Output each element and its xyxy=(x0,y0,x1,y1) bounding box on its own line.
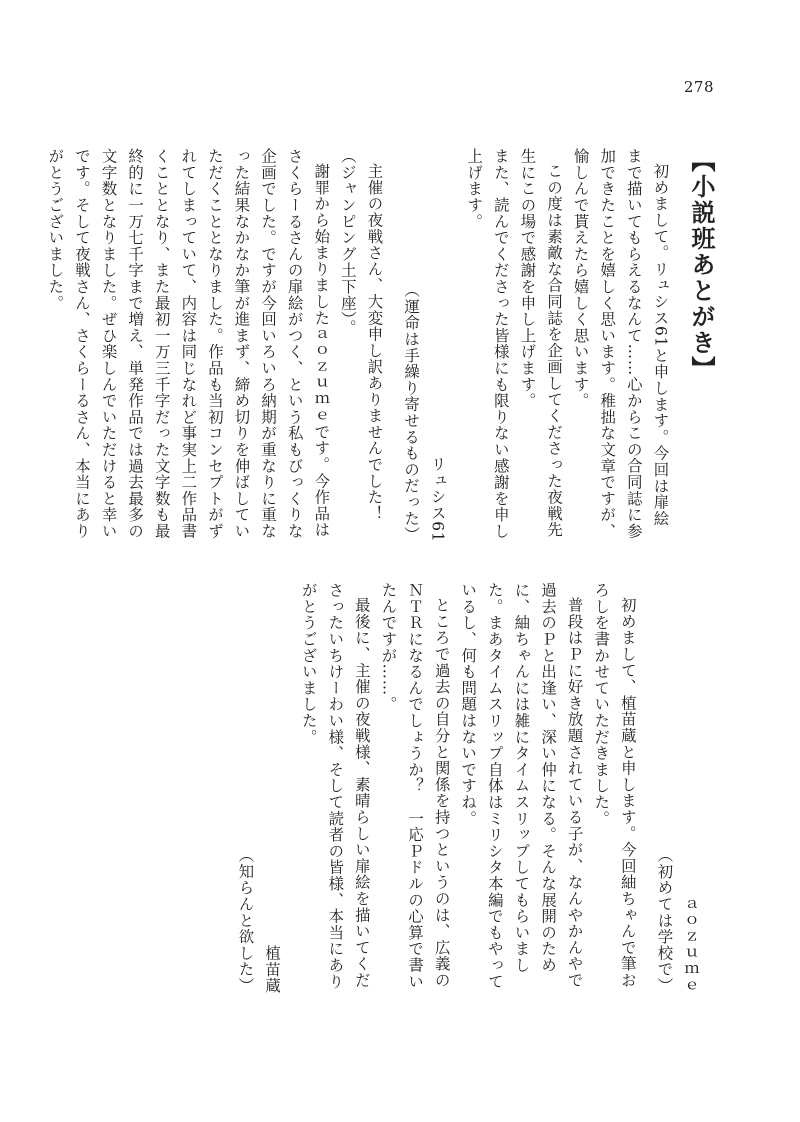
section1-paragraph: この度は素敵な合同誌を企画してくださった夜戦先生にこの場で感謝を申し上げます。 xyxy=(518,148,564,539)
section2-tagline: （初めては学校で） xyxy=(655,847,674,994)
section1-signature: リュシス61 xyxy=(428,456,447,543)
section1-paragraph: 初めまして。リュシス61と申します。今回は扉絵まで描いてもらえるなんて……心からこの合同誌に参加できたことを嬉しく思います。稚拙な文章ですが、愉しんで貰えたら嬉しく思います。 xyxy=(571,148,670,540)
section3-paragraph: 最後に、主催の夜戦様、素晴らしい扉絵を描いてくださったいちけーわい様、そして読者の皆様、本当にありがとうございました。 xyxy=(299,582,371,990)
section-title: 【小説班あとがき】 xyxy=(687,148,716,382)
section3-paragraph: 普段はＰに好き放題されている子が、なんやかんやで過去のＰと出逢い、深い仲になる。そんな展開のために、紬ちゃんには雑にタイムスリップしてもらいました。まあタイムスリップ自体はミリシタ本編でもやっているし、何も問題はないですね。 xyxy=(459,582,584,990)
section2-paragraph: 謝罪から始まりましたａｏｚｕｍｅです。今作品はさくらーるさんの扉絵がつく、という私もびっくりな企画でした。ですが今回いろいろ納期が重なりに重なった結果なかなか筆が進まず、締め切りを伸ばしていただくこととなりました。作品も当初コンセプトがずれてしまっていて、内容は同じなれど事実上二作品書くこととなり、また最初一万三千字だった文字数も最終的に一万七千字まで増え、単発作品では過去最多の文字数となりました。ぜひ楽しんでいただけると幸いです。そして夜戦さん、さくらーるさん、本当にありがとうございました。 xyxy=(46,148,331,540)
section2-paragraph: 主催の夜戦さん、大変申し訳ありませんでした！（ジャンピング土下座）。 xyxy=(338,148,384,522)
section3-tagline: （知らんと欲した） xyxy=(236,847,255,994)
section3-paragraph: ところで過去の自分と関係を持つというのは、広義のＮＴＲになるんでしょうか？ 一応Ｐドルの心算で書いたんですが……。 xyxy=(379,582,451,990)
section1-tagline: （運命は手繰り寄せるものだった） xyxy=(402,282,421,543)
section1-paragraph: また、読んでくださった皆様にも限りない感謝を申し上げます。 xyxy=(465,148,510,540)
section3-signature: 植苗蔵 xyxy=(263,945,282,994)
page-number: 278 xyxy=(683,78,714,96)
afterword-top-block xyxy=(42,148,714,543)
section3-paragraph: 初めまして、植苗蔵と申します。今回紬ちゃんで筆おろしを書かせていただきました。 xyxy=(592,582,637,989)
section2-signature: ａｏｚｕｍｅ xyxy=(682,896,700,994)
afterword-bottom-block xyxy=(232,582,714,994)
